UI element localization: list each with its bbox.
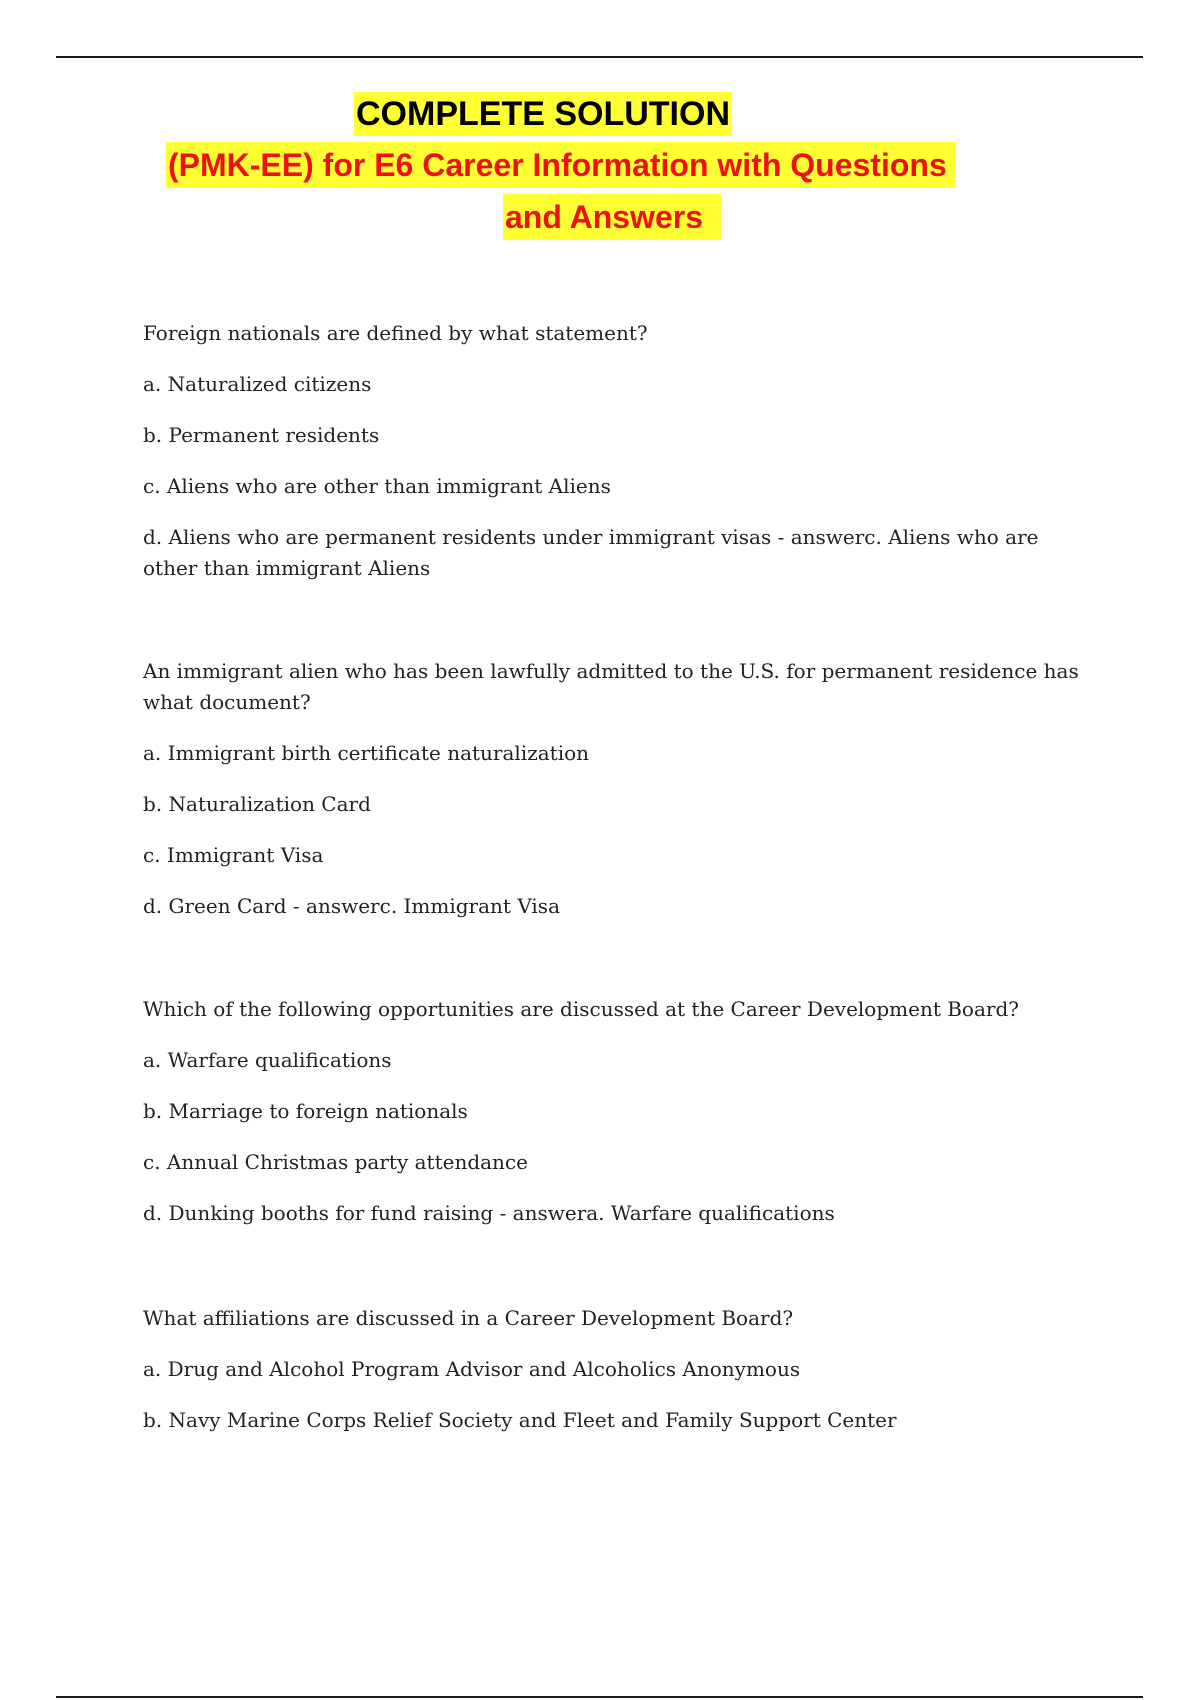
- document-subtitle-line-1: (PMK-EE) for E6 Career Information with Questions: [166, 142, 955, 188]
- question-text: An immigrant alien who has been lawfully admitted to the U.S. for permanent residence has what document?: [143, 659, 1079, 714]
- answer-option: a. Drug and Alcohol Program Advisor and Alcoholics Anonymous: [143, 1357, 801, 1381]
- document-title: COMPLETE SOLUTION: [354, 92, 732, 136]
- question-block-1: [143, 318, 1093, 584]
- answer-option: c. Annual Christmas party attendance: [143, 1150, 528, 1174]
- answer-option: a. Naturalized citizens: [143, 372, 372, 396]
- question-block-2: [143, 656, 1093, 922]
- answer-option: b. Naturalization Card: [143, 792, 371, 816]
- question-text: Which of the following opportunities are discussed at the Career Development Board?: [143, 997, 1019, 1021]
- answer-option: c. Aliens who are other than immigrant Aliens: [143, 474, 611, 498]
- answer-option: c. Immigrant Visa: [143, 843, 324, 867]
- answer-option: d. Aliens who are permanent residents under immigrant visas - answerc. Aliens who are other than immigrant Aliens: [143, 525, 1039, 580]
- question-text: Foreign nationals are defined by what statement?: [143, 321, 648, 345]
- document-subtitle-line-2: and Answers: [503, 194, 721, 240]
- question-block-4: [143, 1303, 1093, 1436]
- top-rule: [56, 56, 1143, 58]
- question-block-3: [143, 994, 1093, 1229]
- answer-option: b. Navy Marine Corps Relief Society and Fleet and Family Support Center: [143, 1408, 897, 1432]
- question-text: What affiliations are discussed in a Career Development Board?: [143, 1306, 794, 1330]
- answer-option: d. Green Card - answerc. Immigrant Visa: [143, 894, 560, 918]
- answer-option: b. Permanent residents: [143, 423, 380, 447]
- answer-option: d. Dunking booths for fund raising - answera. Warfare qualifications: [143, 1201, 835, 1225]
- answer-option: b. Marriage to foreign nationals: [143, 1099, 468, 1123]
- answer-option: a. Warfare qualifications: [143, 1048, 392, 1072]
- bottom-rule: [56, 1696, 1143, 1698]
- answer-option: a. Immigrant birth certificate naturalization: [143, 741, 590, 765]
